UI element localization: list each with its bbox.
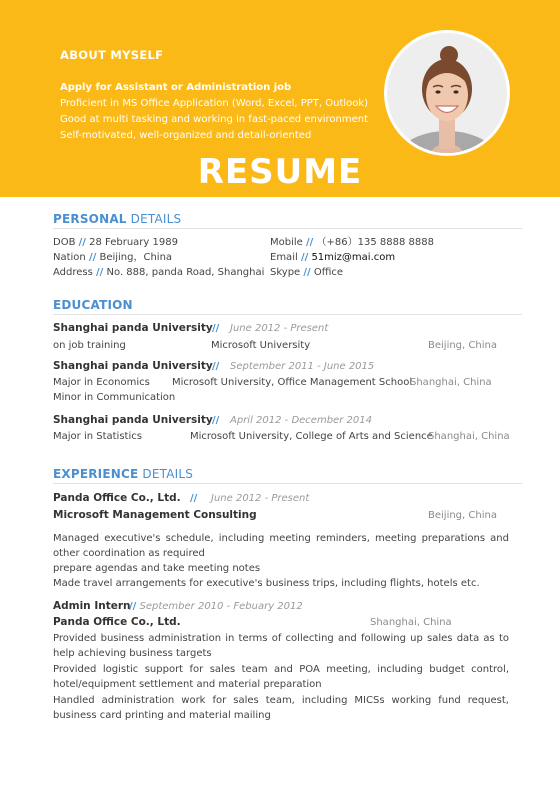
edu-school: Shanghai panda University [53, 360, 213, 372]
exp-company: Panda Office Co., Ltd. [53, 616, 181, 628]
edu-location: Shanghai, China [410, 377, 492, 388]
about-lines [60, 80, 368, 144]
edu-degree: on job training [53, 340, 126, 351]
exp-duty: Provided logistic support for sales team and POA meeting, including budget control, hotel/equipment settlement and material preparation [53, 664, 509, 690]
exp-title: Admin Intern [53, 600, 131, 612]
divider [53, 483, 522, 484]
nation-row: Nation // Beijing，China [53, 252, 173, 263]
divider [53, 228, 522, 229]
about-line: Good at multi tasking and working in fast-paced environment [60, 114, 369, 125]
exp-date-row: // September 2010 - Febuary 2012 [129, 601, 303, 612]
exp-duty: Handled administration work for sales team, including MICSs working fund request, business card printing and material mailing [53, 695, 509, 721]
edu-school: Shanghai panda University [53, 414, 213, 426]
edu-sep: // [212, 415, 220, 426]
edu-location: Shanghai, China [428, 431, 510, 442]
edu-date: September 2011 - June 2015 [230, 361, 375, 372]
resume-title: RESUME [197, 152, 363, 192]
email-row: Email // 51miz@mai.com [270, 252, 396, 263]
exp-duty: prepare agendas and take meeting notes [53, 563, 261, 574]
edu-degree: Minor in Communication [53, 392, 176, 403]
exp-location: Shanghai, China [370, 617, 452, 628]
exp-duty: Provided business administration in terms of collecting and following up sales data as to help achieving business targets [53, 633, 509, 659]
section-title-education: EDUCATION [53, 298, 133, 312]
edu-sep: // [212, 361, 220, 372]
about-line: Proficient in MS Office Application (Word, Excel, PPT, Outlook) [60, 98, 369, 109]
exp-duty: Managed executive's schedule, including meeting reminders, meeting preparations and other coordination as required [53, 533, 509, 559]
exp-date: June 2012 - Present [211, 493, 310, 504]
edu-degree: Major in Statistics [53, 431, 142, 442]
dob-row: DOB // 28 February 1989 [53, 237, 178, 248]
address-row: Address // No. 888, panda Road, Shanghai [53, 267, 265, 278]
section-title-experience: EXPERIENCE DETAILS [53, 467, 194, 481]
exp-duty: Made travel arrangements for executive's business trips, including flights, hotels etc. [53, 578, 480, 589]
edu-degree: Major in Economics [53, 377, 150, 388]
edu-school: Shanghai panda University [53, 322, 213, 334]
header-banner [0, 0, 560, 197]
edu-institution: Microsoft University, College of Arts and Science [190, 431, 433, 442]
edu-sep: // [212, 323, 220, 334]
about-line: Self-motivated, well-organized and detail-oriented [60, 130, 312, 141]
about-line: Apply for Assistant or Administration job [60, 82, 292, 93]
exp-sep: // [190, 493, 198, 504]
profile-photo [384, 30, 510, 156]
exp-company: Panda Office Co., Ltd. [53, 492, 181, 504]
section-title-personal: PERSONAL DETAILS [53, 212, 182, 226]
exp-location: Beijing, China [428, 510, 497, 521]
skype-row: Skype // Office [270, 267, 344, 278]
exp-role: Microsoft Management Consulting [53, 509, 257, 521]
edu-date: June 2012 - Present [230, 323, 329, 334]
mobile-row: Mobile // （+86）135 8888 8888 [270, 237, 434, 248]
edu-location: Beijing, China [428, 340, 497, 351]
edu-institution: Microsoft University [211, 340, 311, 351]
about-title: ABOUT MYSELF [60, 48, 164, 62]
profile-photo-image [387, 33, 507, 153]
edu-institution: Microsoft University, Office Management School [172, 377, 413, 388]
edu-date: April 2012 - December 2014 [230, 415, 372, 426]
divider [53, 314, 522, 315]
email-link[interactable]: 51miz@mai.com [311, 252, 396, 263]
